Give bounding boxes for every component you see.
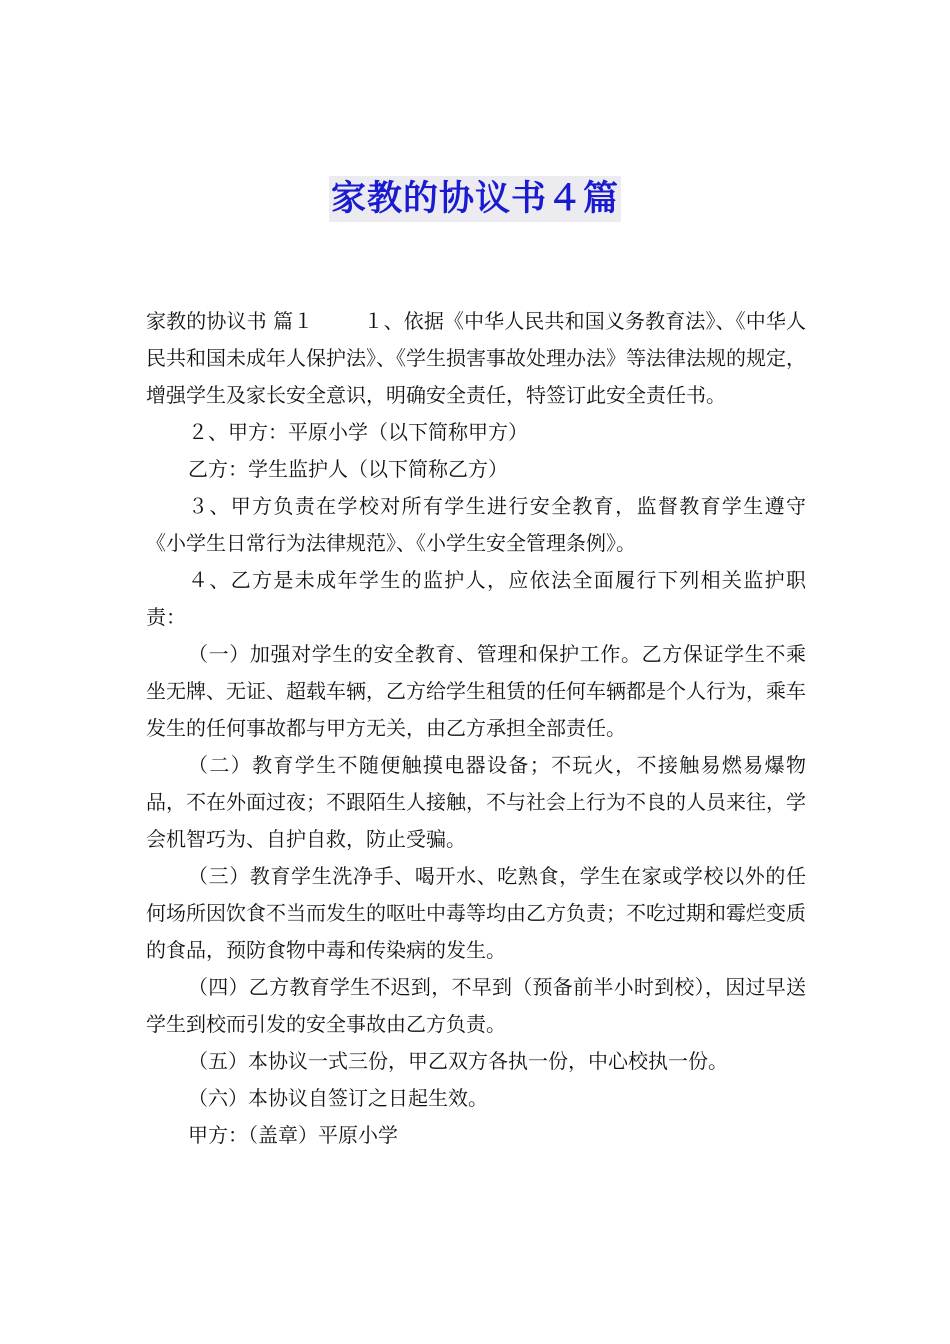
paragraph-4: ３、甲方负责在学校对所有学生进行安全教育，监督教育学生遵守《小学生日常行为法律规范》、《小学生安全管理条例》。 — [146, 494, 806, 555]
paragraph-7: （二）教育学生不随便触摸电器设备；不玩火，不接触易燃易爆物品，不在外面过夜；不跟陌生人接触，不与社会上行为不良的人员来往，学会机智巧为、自护自救，防止受骗。 — [146, 753, 806, 851]
paragraph-3: 乙方：学生监护人（以下简称乙方） — [188, 457, 508, 481]
paragraph-9: （四）乙方教育学生不迟到，不早到（预备前半小时到校），因过早送学生到校而引发的安全事故由乙方负责。 — [146, 975, 806, 1036]
signature-line: 甲方：（盖章）平原小学 — [188, 1123, 398, 1147]
paragraph-1 — [146, 303, 806, 414]
paragraph-11: （六）本协议自签订之日起生效。 — [188, 1086, 488, 1110]
section-label: 家教的协议书 篇１ — [146, 309, 314, 333]
document-title: 家教的协议书４篇 — [329, 176, 621, 222]
paragraph-10: （五）本协议一式三份，甲乙双方各执一份，中心校执一份。 — [188, 1049, 728, 1073]
paragraph-2: ２、甲方：平原小学（以下简称甲方） — [188, 420, 528, 444]
paragraph-5: ４、乙方是未成年学生的监护人，应依法全面履行下列相关监护职责： — [146, 568, 806, 629]
document-body — [146, 303, 806, 1154]
paragraph-6: （一）加强对学生的安全教育、管理和保护工作。乙方保证学生不乘坐无牌、无证、超载车辆，乙方给学生租赁的任何车辆都是个人行为，乘车发生的任何事故都与甲方无关，由乙方承担全部责任。 — [146, 642, 806, 740]
paragraph-8: （三）教育学生洗净手、喝开水、吃熟食，学生在家或学校以外的任何场所因饮食不当而发生的呕吐中毒等均由乙方负责；不吃过期和霉烂变质的食品，预防食物中毒和传染病的发生。 — [146, 864, 806, 962]
title-container — [0, 176, 950, 222]
paragraph-text: １、依据《中华人民共和国义务教育法》、《中华人民共和国未成年人保护法》、《学生损害事故处理办法》等法律法规的规定，增强学生及家长安全意识，明确安全责任，特签订此安全责任书。 — [146, 309, 807, 407]
